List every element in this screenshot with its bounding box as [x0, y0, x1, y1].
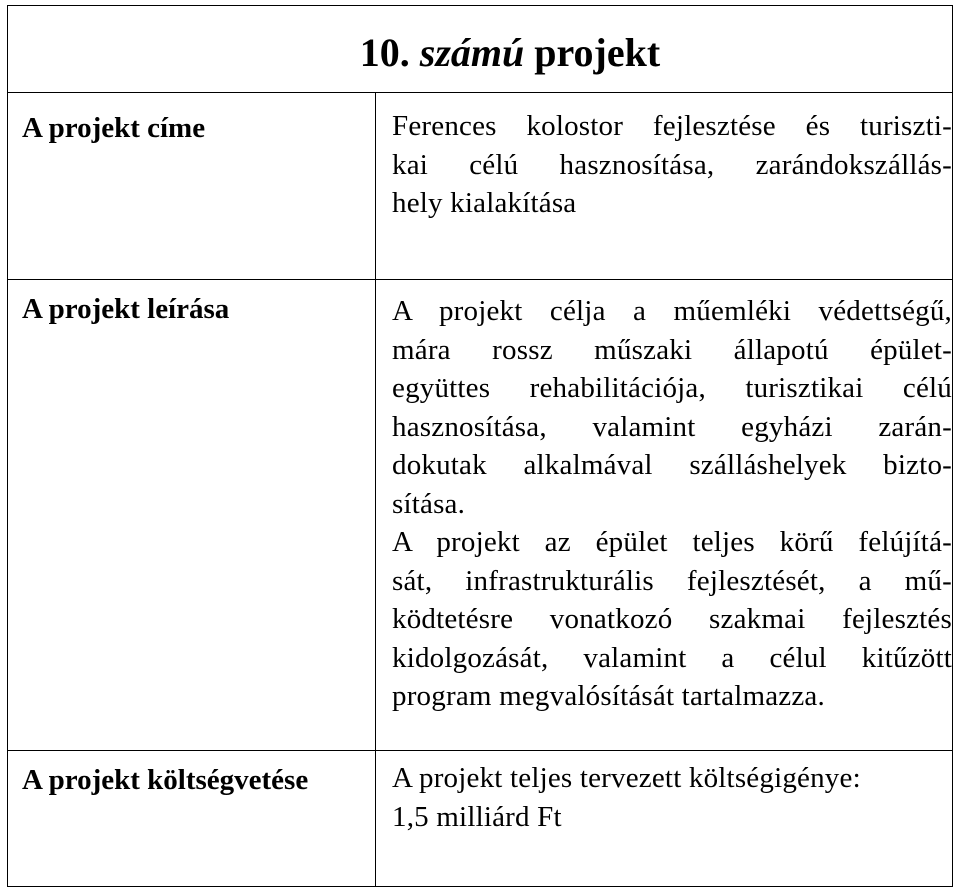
- text-line: A projekt az épület teljes körű felújítá-: [392, 526, 952, 558]
- text-line: hely kialakítása: [392, 187, 577, 219]
- row-label: A projekt címe: [22, 112, 206, 144]
- row-label-cell: [8, 751, 376, 887]
- text-line: A projekt célja a műemléki védettségű,: [392, 295, 952, 327]
- text-line: 1,5 milliárd Ft: [392, 800, 562, 833]
- title-word: projekt: [534, 29, 661, 75]
- table-header-cell: [8, 6, 953, 93]
- row-value-cell: [376, 751, 953, 887]
- project-table: [7, 5, 953, 887]
- row-label: A projekt leírása: [22, 293, 230, 325]
- row-label: A projekt költségvetése: [22, 764, 309, 796]
- row-value-cell: [376, 280, 953, 751]
- text-line: kidolgozását, valamint a célul kitűzött: [392, 641, 952, 674]
- text-line: dokutak alkalmával szálláshelyek bizto-: [392, 449, 952, 481]
- text-line: együttes rehabilitációja, turisztikai célú: [392, 372, 952, 404]
- text-line: kai célú hasznosítása, zarándokszállás-: [392, 148, 952, 181]
- text-line: sát, infrastrukturális fejlesztését, a mű-: [392, 564, 952, 597]
- page-title: [360, 29, 660, 76]
- table-row: [8, 280, 953, 751]
- text-line: mára rossz műszaki állapotú épület-: [392, 333, 952, 366]
- row-value-cell: [376, 93, 953, 280]
- row-value: [376, 751, 952, 836]
- table-row: [8, 93, 953, 280]
- text-line: Ferences kolostor fejlesztése és turiszti-: [392, 110, 952, 142]
- row-value: [376, 280, 952, 716]
- row-label-cell: [8, 93, 376, 280]
- text-line: sítása.: [392, 487, 466, 520]
- title-number: 10.: [359, 29, 410, 75]
- text-line: program megvalósítását tartalmazza.: [392, 680, 825, 712]
- table-row: [8, 751, 953, 887]
- text-line: ködtetésre vonatkozó szakmai fejlesztés: [392, 603, 952, 635]
- text-line: hasznosítása, valamint egyházi zarán-: [392, 410, 952, 443]
- title-italic-word: számú: [419, 29, 525, 75]
- text-line: A projekt teljes tervezett költségigénye:: [392, 762, 861, 794]
- row-label-cell: [8, 280, 376, 751]
- table-header-row: [8, 6, 953, 93]
- row-value: [376, 93, 952, 223]
